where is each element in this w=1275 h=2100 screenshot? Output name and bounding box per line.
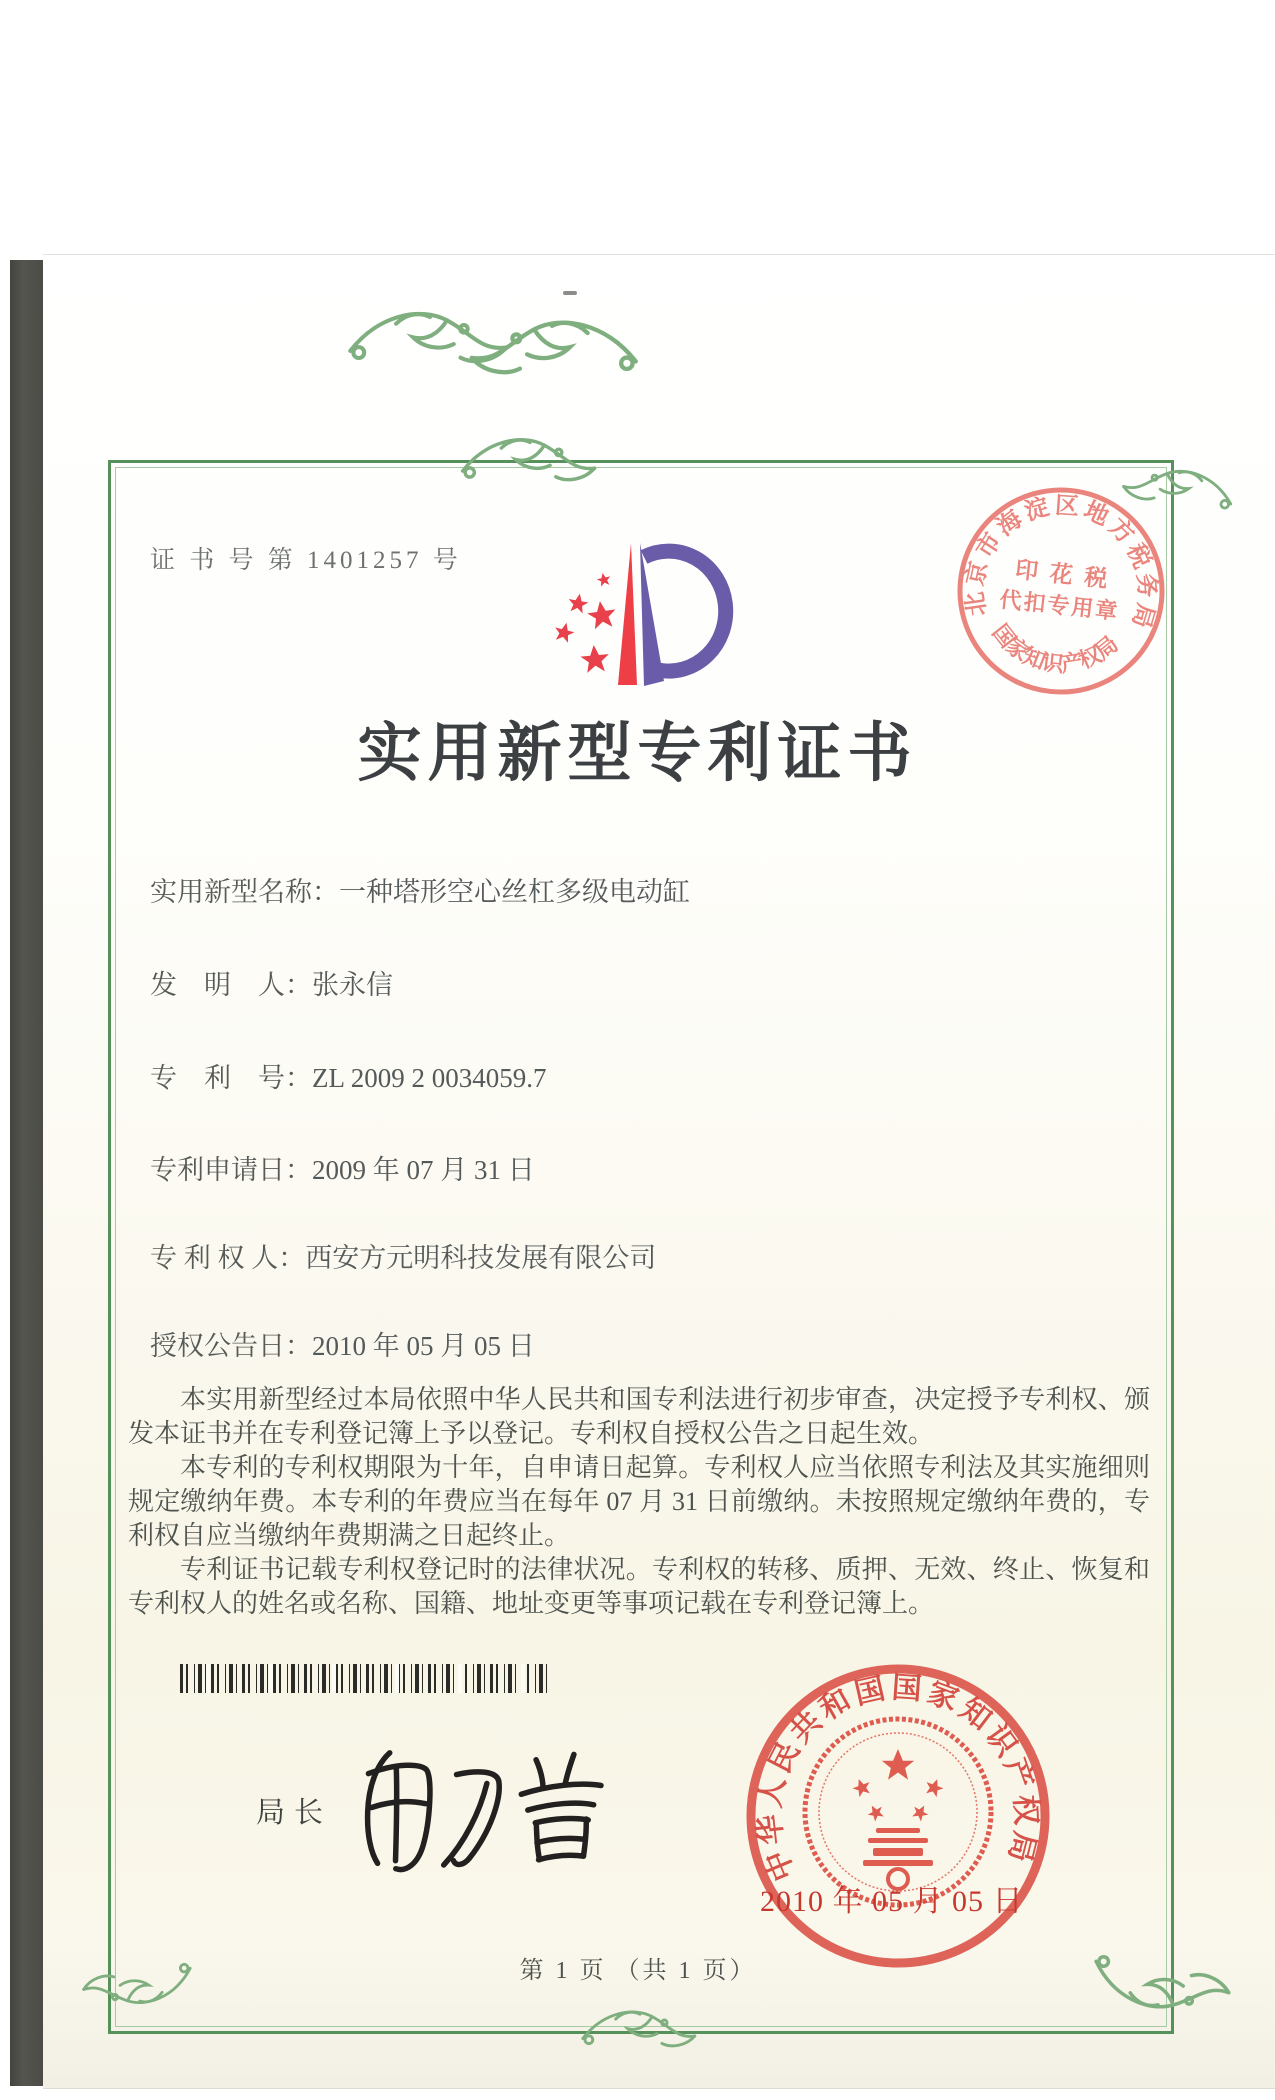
grant-date-stamp: 2010 年 05 月 05 日	[760, 1885, 1024, 1918]
legal-paragraph: 本实用新型经过本局依照中华人民共和国专利法进行初步审查，决定授予专利权、颁发本证书并在专利登记簿上予以登记。专利权自授权公告之日起生效。	[128, 1385, 1150, 1448]
tax-seal-top-text: 北京市海淀区地方税务局	[962, 493, 1160, 631]
field-value: 西安方元明科技发展有限公司	[305, 1243, 657, 1273]
field-value: 一种塔形空心丝杠多级电动缸	[339, 877, 690, 907]
director-signature	[327, 1727, 618, 1905]
patent-office-logo	[518, 523, 763, 711]
stamp-duty-seal	[941, 471, 1181, 711]
tax-seal-bottom-text: 国家知识产权局	[987, 619, 1123, 677]
dragon-flourish-on-border	[455, 428, 605, 494]
field-patentee	[150, 1236, 656, 1275]
field-label: 专 利 号：	[150, 1063, 312, 1093]
field-label: 专利申请日：	[150, 1155, 312, 1185]
certificate-number: 证 书 号 第 1401257 号	[150, 547, 462, 574]
field-label: 授权公告日：	[150, 1331, 312, 1361]
legal-paragraph: 专利证书记载专利权登记时的法律状况。专利权的转移、质押、无效、终止、恢复和专利权人的姓名或名称、国籍、地址变更等事项记载在专利登记簿上。	[128, 1555, 1150, 1618]
field-patent-number	[150, 1056, 546, 1095]
field-label: 发 明 人：	[150, 970, 312, 1000]
seal-ring-text: 中华人民共和国国家知识产权局	[753, 1671, 1043, 1886]
field-inventor	[150, 963, 393, 1002]
scan-speck	[563, 291, 577, 295]
corner-flourish-bottom-left	[71, 1928, 204, 2043]
field-grant-date	[150, 1324, 535, 1363]
legal-paragraph: 本专利的专利权期限为十年，自申请日起算。专利权人应当依照专利法及其实施细则规定缴纳年费。本专利的年费应当在每年 07 月 31 日前缴纳。未按照规定缴纳年费的，专利权自应当缴纳年费期满之日起终止。	[128, 1453, 1150, 1550]
barcode	[180, 1664, 547, 1693]
page-footer: 第 1 页 （共 1 页）	[519, 1958, 757, 1984]
field-utility-model-name	[150, 870, 690, 909]
field-value: 2010 年 05 月 05 日	[312, 1331, 535, 1361]
dragon-flourish-top-right	[462, 308, 642, 390]
logo-stars	[552, 572, 618, 674]
tax-seal-center-line1: 印 花 税	[1013, 557, 1112, 593]
sipo-official-seal	[742, 1660, 1054, 1972]
field-label: 专 利 权 人：	[150, 1243, 306, 1273]
logo-red-spike	[618, 543, 637, 685]
field-value: 张永信	[312, 970, 393, 1000]
field-label: 实用新型名称：	[150, 877, 339, 907]
field-filing-date	[150, 1148, 535, 1187]
field-value: ZL 2009 2 0034059.7	[312, 1063, 547, 1093]
tax-seal-center-line2: 代扣专用章	[998, 586, 1121, 625]
field-value: 2009 年 07 月 31 日	[312, 1155, 535, 1185]
legal-text-block	[128, 1383, 1150, 1621]
scan-binding-strip	[10, 260, 43, 2086]
director-label: 局长	[256, 1797, 333, 1829]
certificate-title: 实用新型专利证书	[357, 718, 918, 789]
flourish-bottom-center	[575, 2002, 705, 2058]
